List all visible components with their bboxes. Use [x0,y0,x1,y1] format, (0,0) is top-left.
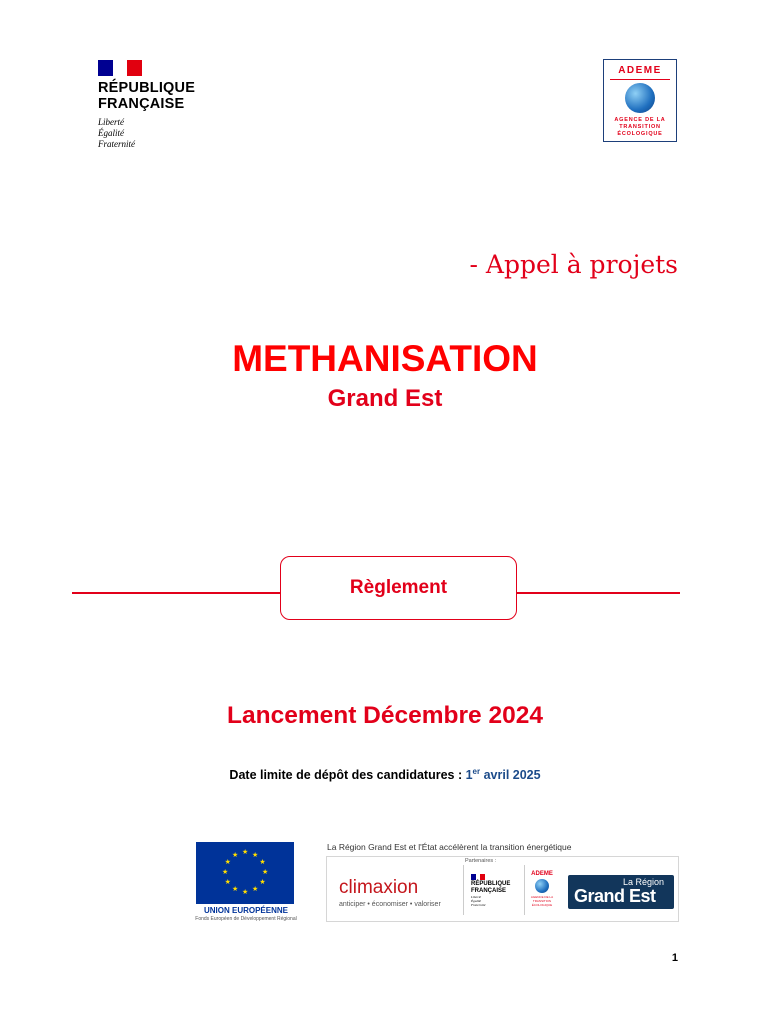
ademe-name: ADEME [618,65,662,76]
eu-star-icon: ★ [259,879,266,886]
small-ademe-subtitle: AGENCE DE LA TRANSITION ÉCOLOGIQUE [530,895,554,907]
partners-tagline: La Région Grand Est et l'État accélèrent la transition énergétique [327,842,572,852]
document-type-label: Règlement [349,577,448,598]
republique-francaise-small-logo [471,874,521,914]
deadline-ordinal: er [472,767,481,776]
republique-francaise-title: RÉPUBLIQUE FRANÇAISE [98,80,196,112]
region-big-text: Grand Est [574,886,656,906]
climaxion-logo: climaxion [339,877,419,898]
partners-logos [326,856,679,922]
globe-small-icon [535,879,549,893]
region-grand-est-logo [568,875,674,909]
republique-francaise-logo [98,58,218,150]
ademe-subtitle: AGENCE DE LA TRANSITION ÉCOLOGIQUE [614,117,666,137]
ademe-small-logo [529,871,555,911]
eu-star-icon: ★ [242,889,249,896]
marianne-flag-small-icon [471,874,485,880]
region-small-text: La Région [622,877,664,887]
flag-red [127,60,142,76]
small-ademe-name: ADEME [531,871,553,877]
eu-star-icon: ★ [232,851,239,859]
partners-label: Partenaires : [465,858,497,864]
eu-star-icon: ★ [262,869,269,876]
eu-star-icon: ★ [259,859,266,866]
launch-date: Lancement Décembre 2024 [227,702,543,729]
eu-star-icon: ★ [252,851,259,859]
ademe-rule [610,79,670,80]
page-subtitle: Grand Est [327,385,443,412]
eu-star-icon: ★ [224,879,231,886]
deadline [0,767,770,782]
eu-star-icon: ★ [232,886,239,894]
union-europeenne-logo [186,842,306,924]
marianne-flag-icon [98,60,142,76]
deadline-day: 1 [465,768,473,783]
climaxion-tagline: anticiper • économiser • valoriser [339,901,441,908]
eu-name: UNION EUROPÉENNE [203,906,288,915]
eu-flag-icon [196,842,294,904]
eu-fund: Fonds Européen de Développement Régional [195,916,297,922]
deadline-date-rest: avril 2025 [480,768,541,783]
partner-separator [463,865,464,915]
deadline-date [466,768,541,782]
ademe-logo [603,59,677,142]
eu-star-icon: ★ [224,859,231,866]
partner-separator [524,865,525,915]
deadline-label: Date limite de dépôt des candidatures : [229,768,466,783]
call-for-projects-kicker: - Appel à projets [469,250,678,279]
small-rf-motto: Liberté Égalité Fraternité [471,895,486,907]
page-number: 1 [671,952,678,964]
small-rf-title: RÉPUBLIQUE FRANÇAISE [471,881,511,894]
divider-right [517,592,680,594]
page-title: METHANISATION [232,338,538,379]
divider-left [72,592,280,594]
eu-star-icon: ★ [222,869,229,876]
eu-star-icon: ★ [242,849,249,856]
document-type-box [280,556,517,620]
eu-star-icon: ★ [252,886,259,894]
flag-blue [98,60,113,76]
flag-white [113,60,128,76]
globe-icon [625,83,655,113]
republique-francaise-motto: Liberté Égalité Fraternité [98,117,135,149]
